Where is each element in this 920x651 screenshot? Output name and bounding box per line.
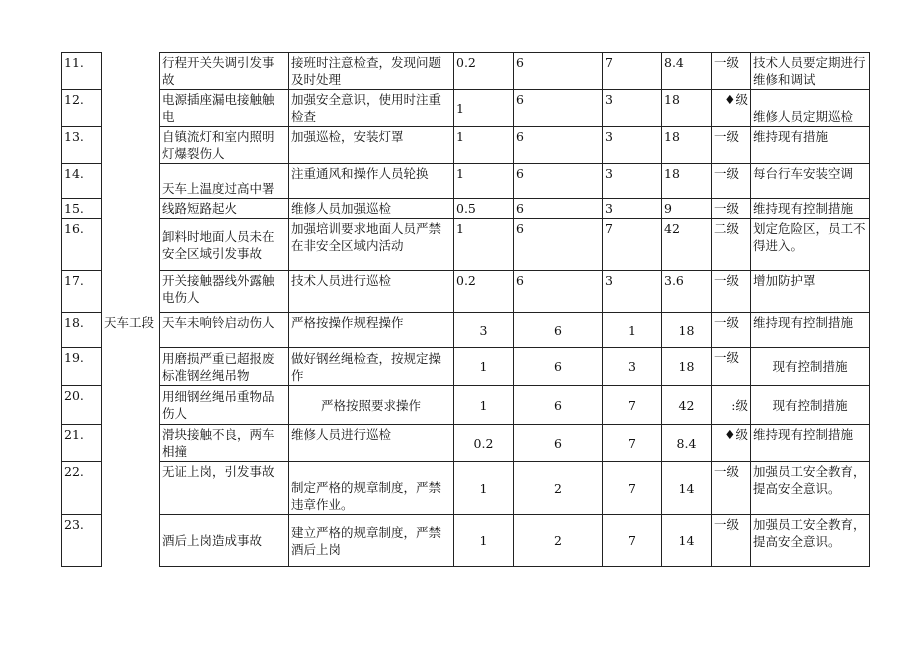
table-row bbox=[62, 127, 870, 164]
row-number: 21. bbox=[62, 425, 102, 462]
table-row bbox=[62, 164, 870, 199]
l-value: 0.5 bbox=[454, 199, 514, 219]
advice-cell: 维持现有控制措施 bbox=[751, 425, 870, 462]
measure-cell: 维修人员加强巡检 bbox=[289, 199, 454, 219]
advice-cell: 现有控制措施 bbox=[751, 386, 870, 425]
c-value: 3 bbox=[603, 199, 662, 219]
c-value: 7 bbox=[603, 53, 662, 90]
row-number: 18. bbox=[62, 313, 102, 348]
row-number: 17. bbox=[62, 271, 102, 313]
work-area: 天车工段 bbox=[102, 313, 160, 567]
advice-cell: 维修人员定期巡检 bbox=[751, 90, 870, 127]
c-value: 3 bbox=[603, 90, 662, 127]
c-value: 1 bbox=[603, 313, 662, 348]
table-row bbox=[62, 515, 870, 567]
e-value: 6 bbox=[514, 348, 603, 386]
hazard-cell: 无证上岗，引发事故 bbox=[160, 462, 289, 515]
row-number: 12. bbox=[62, 90, 102, 127]
row-number: 13. bbox=[62, 127, 102, 164]
e-value: 6 bbox=[514, 425, 603, 462]
table-row bbox=[62, 271, 870, 313]
risk-level: ♦级 bbox=[712, 425, 751, 462]
c-value: 3 bbox=[603, 164, 662, 199]
measure-cell: 注重通风和操作人员轮换 bbox=[289, 164, 454, 199]
d-value: 18 bbox=[662, 164, 712, 199]
measure-cell: 加强巡检，安装灯罩 bbox=[289, 127, 454, 164]
c-value: 3 bbox=[603, 127, 662, 164]
table-row bbox=[62, 219, 870, 271]
e-value: 6 bbox=[514, 386, 603, 425]
e-value: 2 bbox=[514, 462, 603, 515]
d-value: 14 bbox=[662, 515, 712, 567]
risk-level: 一级 bbox=[712, 348, 751, 386]
hazard-cell: 滑块接触不良，两车相撞 bbox=[160, 425, 289, 462]
hazard-cell: 卸料时地面人员未在安全区域引发事故 bbox=[160, 219, 289, 271]
l-value: 1 bbox=[454, 348, 514, 386]
d-value: 42 bbox=[662, 386, 712, 425]
table-row bbox=[62, 53, 870, 90]
advice-cell: 增加防护罩 bbox=[751, 271, 870, 313]
table-row bbox=[62, 199, 870, 219]
table-row bbox=[62, 386, 870, 425]
measure-cell: 接班时注意检查，发现问题及时处理 bbox=[289, 53, 454, 90]
measure-cell: 制定严格的规章制度，严禁违章作业。 bbox=[289, 462, 454, 515]
e-value: 6 bbox=[514, 219, 603, 271]
hazard-cell: 线路短路起火 bbox=[160, 199, 289, 219]
e-value: 6 bbox=[514, 90, 603, 127]
c-value: 7 bbox=[603, 515, 662, 567]
e-value: 2 bbox=[514, 515, 603, 567]
hazard-cell: 行程开关失调引发事故 bbox=[160, 53, 289, 90]
d-value: 18 bbox=[662, 127, 712, 164]
l-value: 0.2 bbox=[454, 271, 514, 313]
c-value: 7 bbox=[603, 219, 662, 271]
measure-cell: 做好钢丝绳检查，按规定操作 bbox=[289, 348, 454, 386]
hazard-cell: 用磨损严重已超报废标准钢丝绳吊物 bbox=[160, 348, 289, 386]
advice-cell: 加强员工安全教育，提高安全意识。 bbox=[751, 462, 870, 515]
d-value: 14 bbox=[662, 462, 712, 515]
advice-cell: 加强员工安全教育，提高安全意识。 bbox=[751, 515, 870, 567]
e-value: 6 bbox=[514, 199, 603, 219]
row-number: 11. bbox=[62, 53, 102, 90]
d-value: 8.4 bbox=[662, 425, 712, 462]
row-number: 14. bbox=[62, 164, 102, 199]
c-value: 7 bbox=[603, 425, 662, 462]
risk-level: 一级 bbox=[712, 462, 751, 515]
hazard-cell: 开关接触器线外露触电伤人 bbox=[160, 271, 289, 313]
hazard-cell: 电源插座漏电接触触电 bbox=[160, 90, 289, 127]
row-number: 20. bbox=[62, 386, 102, 425]
hazard-cell: 天车上温度过高中署 bbox=[160, 164, 289, 199]
table-row bbox=[62, 348, 870, 386]
measure-cell: 维修人员进行巡检 bbox=[289, 425, 454, 462]
table-row bbox=[62, 462, 870, 515]
e-value: 6 bbox=[514, 127, 603, 164]
advice-cell: 技术人员要定期进行维修和调试 bbox=[751, 53, 870, 90]
l-value: 1 bbox=[454, 219, 514, 271]
e-value: 6 bbox=[514, 313, 603, 348]
row-number: 19. bbox=[62, 348, 102, 386]
l-value: 1 bbox=[454, 386, 514, 425]
hazard-cell: 天车未响铃启动伤人 bbox=[160, 313, 289, 348]
row-number: 15. bbox=[62, 199, 102, 219]
row-number: 23. bbox=[62, 515, 102, 567]
risk-level: 一级 bbox=[712, 271, 751, 313]
table-row bbox=[62, 313, 870, 348]
risk-level: ♦级 bbox=[712, 90, 751, 127]
l-value: 1 bbox=[454, 90, 514, 127]
c-value: 7 bbox=[603, 462, 662, 515]
risk-level: 一级 bbox=[712, 313, 751, 348]
table-row bbox=[62, 90, 870, 127]
c-value: 3 bbox=[603, 348, 662, 386]
risk-level: 一级 bbox=[712, 53, 751, 90]
l-value: 1 bbox=[454, 164, 514, 199]
e-value: 6 bbox=[514, 53, 603, 90]
advice-cell: 维持现有控制措施 bbox=[751, 313, 870, 348]
risk-level: :级 bbox=[712, 386, 751, 425]
risk-level: 二级 bbox=[712, 219, 751, 271]
measure-cell: 加强培训要求地面人员严禁在非安全区域内活动 bbox=[289, 219, 454, 271]
l-value: 1 bbox=[454, 515, 514, 567]
c-value: 3 bbox=[603, 271, 662, 313]
l-value: 0.2 bbox=[454, 425, 514, 462]
e-value: 6 bbox=[514, 164, 603, 199]
hazard-cell: 酒后上岗造成事故 bbox=[160, 515, 289, 567]
hazard-cell: 用细钢丝绳吊重物品伤人 bbox=[160, 386, 289, 425]
risk-level: 一级 bbox=[712, 164, 751, 199]
advice-cell: 现有控制措施 bbox=[751, 348, 870, 386]
risk-level: 一级 bbox=[712, 515, 751, 567]
measure-cell: 建立严格的规章制度，严禁酒后上岗 bbox=[289, 515, 454, 567]
d-value: 8.4 bbox=[662, 53, 712, 90]
l-value: 0.2 bbox=[454, 53, 514, 90]
l-value: 3 bbox=[454, 313, 514, 348]
measure-cell: 严格按操作规程操作 bbox=[289, 313, 454, 348]
d-value: 3.6 bbox=[662, 271, 712, 313]
hazard-table bbox=[61, 52, 870, 567]
risk-level: 一级 bbox=[712, 127, 751, 164]
measure-cell: 严格按照要求操作 bbox=[289, 386, 454, 425]
advice-cell: 每台行车安装空调 bbox=[751, 164, 870, 199]
row-number: 22. bbox=[62, 462, 102, 515]
hazard-cell: 自镇流灯和室内照明灯爆裂伤人 bbox=[160, 127, 289, 164]
table-row bbox=[62, 425, 870, 462]
work-area bbox=[102, 53, 160, 313]
d-value: 18 bbox=[662, 90, 712, 127]
d-value: 18 bbox=[662, 348, 712, 386]
c-value: 7 bbox=[603, 386, 662, 425]
measure-cell: 技术人员进行巡检 bbox=[289, 271, 454, 313]
advice-cell: 维持现有控制措施 bbox=[751, 199, 870, 219]
d-value: 9 bbox=[662, 199, 712, 219]
advice-cell: 划定危险区，员工不得进入。 bbox=[751, 219, 870, 271]
measure-cell: 加强安全意识，使用时注重检查 bbox=[289, 90, 454, 127]
row-number: 16. bbox=[62, 219, 102, 271]
risk-level: 一级 bbox=[712, 199, 751, 219]
advice-cell: 维持现有措施 bbox=[751, 127, 870, 164]
l-value: 1 bbox=[454, 462, 514, 515]
d-value: 18 bbox=[662, 313, 712, 348]
d-value: 42 bbox=[662, 219, 712, 271]
l-value: 1 bbox=[454, 127, 514, 164]
e-value: 6 bbox=[514, 271, 603, 313]
